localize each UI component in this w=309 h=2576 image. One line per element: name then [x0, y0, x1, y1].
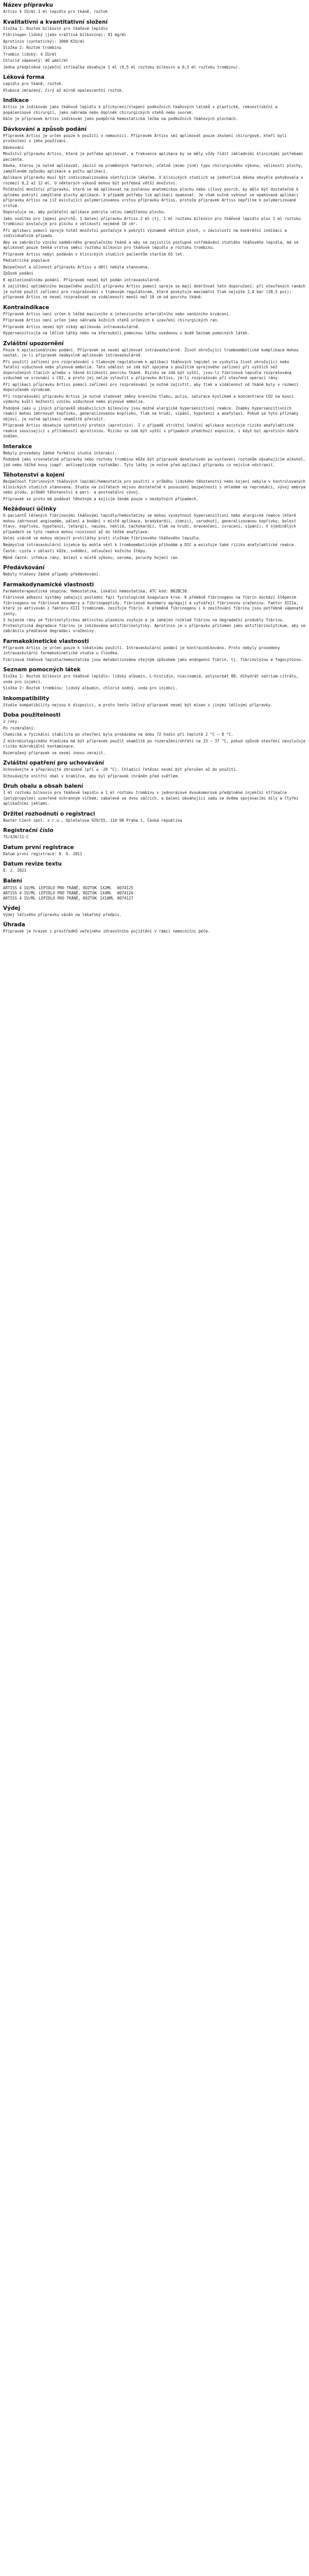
- section: [3, 97, 306, 122]
- section: [3, 811, 306, 824]
- section-paragraph: Přípravek Artiss je určen pouze k použití v nemocnici. Přípravek Artiss smí aplikovat pouze zkušení chirurgové, kteří byli proškoleni v jeho používání.: [3, 133, 289, 143]
- section: [3, 861, 306, 874]
- section-paragraph: Přípravek je hrazen z prostředků veřejného zdravotního pojištění v rámci nemocniční péče.: [3, 929, 210, 934]
- section-paragraph: Při aplikaci přípravku Artiss pomocí zařízení pro rozprašování je nutné zajistit, aby tlak a vzdálenost od tkáně byly v rozmezí doporučeném výrobcem.: [3, 382, 301, 392]
- section-paragraph: Fibrinová tkáňová lepidla/hemostatika jsou metabolizována stejným způsobem jako endogenní fibrin, tj. fibrinolýzou a fagocytózou.: [3, 657, 303, 662]
- section-heading: Předávkování: [3, 565, 45, 571]
- section-paragraph: Z mikrobiologického hlediska má být přípravek použit okamžitě po rozmražení/ohřátí na 33 – 37 °C, pokud způsob otevření nevylučuje riziko mikrobiální kontaminace.: [3, 738, 308, 749]
- section-paragraph: Rozmražený přípravek se nesmí znovu zmrazit.: [3, 750, 106, 755]
- section: [3, 905, 306, 918]
- package-code: 0074127: [117, 895, 133, 901]
- section-paragraph: 1 ml roztoku bílkovin pro tkáňové lepidlo a 1 ml roztoku trombinu v jednorázové dvoukomorové předplněné injekční stříkačce (polypropylen) uzavřené ochranným víčkem, zabalené ve dvou sáčcích, a balení obsahující sadu se dvěma spojovacími díly a čtyřmi aplikačními jehlami.: [3, 790, 301, 806]
- section-heading: Farmakokinetické vlastnosti: [3, 638, 89, 645]
- table-row: [3, 896, 136, 901]
- section-paragraph: Přípravek Artiss není určen jako náhrada kožních stehů určených k uzavření chirurgických ran.: [3, 318, 219, 323]
- package-name: ARTISS 4 IU/ML: [3, 895, 36, 901]
- section: [3, 922, 306, 935]
- section: [3, 444, 306, 468]
- section-paragraph: Složka 1: Roztok bílkovin pro tkáňové lepidlo: [3, 26, 108, 31]
- section-paragraph: Složka 1: Roztok bílkovin pro tkáňové lepidlo: lidský albumin, L-histidin, niacinamid, polysorbát 80, dihydrát natrium-citrátu, voda pro injekci.: [3, 674, 301, 684]
- section-paragraph: Pouze k epilezionálnímu podání. Přípravek se nesmí aplikovat intravaskulárně. Život ohrožující tromboembolické komplikace mohou nastat, je-li přípravek neúmyslně aplikován intravaskulárně.: [3, 347, 301, 358]
- section-heading: Název přípravku: [3, 2, 53, 8]
- package-form: LEPIDLO PRO TKÁNĚ, ROZTOK: [39, 895, 97, 901]
- package-size: 1X4ML: [100, 890, 112, 895]
- section-heading: Zvláštní opatření pro uchovávání: [3, 760, 104, 766]
- section-paragraph: Aby se zabránilo vzniku nadměrného granulačního tkáně a aby se zajistilo postupné vstřebávání ztuhlého tkáňového lepidla, má se aplikovat pouze tenká vrstva směsi roztoku bílkovin pro tkáňové lepidlo a roztoku trombinu.: [3, 240, 301, 250]
- section-paragraph: Nebyly provedeny žádné formální studie interakcí.: [3, 450, 117, 455]
- section-paragraph: Bezpečnost a účinnost přípravku Artiss u dětí nebyla stanovena.: [3, 264, 150, 269]
- section-heading: Balení: [3, 877, 22, 884]
- section-heading: Nežádoucí účinky: [3, 506, 57, 512]
- section-paragraph: S hojením rány se fibrinolytickou aktivitou plasminu zvyšuje a je zahájen rozklad fibrinu na degradační produkty fibrinu. Proteolytická degradace fibrinu je inhibována antifibrinolytiky. Aprotinin je v přípravku přítomen jako antifibrinolytikum, aby se zabránilo předčasné degradaci sraženiny.: [3, 618, 308, 633]
- section-paragraph: Množství přípravku Artiss, které je potřeba aplikovat, a frekvence aplikace by se měly vždy řídit základními klinickými potřebami pacienta.: [3, 151, 305, 162]
- section-paragraph: Přípravek se proto má podávat těhotným a kojícím ženám pouze v nezbytných případech.: [3, 496, 199, 501]
- section-paragraph: Při použití zařízení pro rozprašování s tlakovým regulátorem k aplikaci tkáňových lepidel se vyskytla život ohrožující nebo fatální vzduchová nebo plynová embolie. Tato událost se zdá být spojena s použitím sprejového zařízení při vyšších než doporučených tlacích a/nebo v těsné blízkosti povrchu tkáně. Riziko se zdá být vyšší, jsou-li fibrinová lepidla rozprašována vzduchem ve srovnání s CO2, a proto jej nelze vyloučit u přípravku Artiss, je-li rozprašován při otevřené operaci rány.: [3, 359, 294, 380]
- section-paragraph: Dávkování: [3, 145, 24, 150]
- section-paragraph: Způsob podání: [3, 271, 33, 276]
- package-table: [3, 886, 136, 901]
- section-paragraph: Jedna předplněná injekční stříkačka obsahuje 1 ml (0,5 ml roztoku bílkovin a 0,5 ml roztoku trombinu).: [3, 64, 241, 70]
- section-paragraph: Chemická a fyzikální stabilita po otevření byla prokázána na dobu 72 hodin při teplotě 2 °C – 8 °C.: [3, 732, 234, 737]
- section-heading: Farmakodynamické vlastnosti: [3, 581, 94, 588]
- section-paragraph: Přípravek Artiss nesmí být nikdy aplikován intravaskulárně.: [3, 324, 141, 329]
- section-paragraph: Chlorid vápenatý: 40 µmol/ml: [3, 58, 68, 63]
- section: [3, 760, 306, 779]
- section-paragraph: Počáteční množství přípravku, které se má aplikovat na zvolenou anatomickou plochu nebo cílový povrch, by mělo být dostatečné k úplnému pokrytí zamýšlené plochy aplikace. V případě potřeby lze aplikaci opakovat. Je však nutné vyhnout se opakované aplikaci přípravku Artiss na již existující polymerizovanou vrstvu přípravku Artiss, protože přípravek Artiss nepřilne k polymerizované vrstvě.: [3, 187, 301, 208]
- package-form: LEPIDLO PRO TKÁNĚ, ROZTOK: [39, 885, 97, 890]
- section-heading: Registrační číslo: [3, 827, 54, 834]
- section: [3, 472, 306, 502]
- section-paragraph: Aplikace přípravku musí být individualizována ošetřujícím lékařem. V klinických studiích se jednotlivá dávka obvykle pohybovala v rozmezí 0,2 až 12 ml. U některých výkonů mohou být potřebná větší množství.: [3, 175, 305, 185]
- section-paragraph: Velmi vzácně se mohou objevit protilátky proti složkám fibrinového tkáňového lepidla.: [3, 536, 201, 540]
- section-paragraph: Datum první registrace: 8. 6. 2011: [3, 851, 82, 856]
- section-heading: Indikace: [3, 97, 29, 104]
- section-paragraph: Přípravek Artiss je určen pouze k lokálnímu použití. Intravaskulární podání je kontraindikováno. Proto nebyly provedeny intravaskulární farmakokinetické studie u člověka.: [3, 645, 282, 655]
- section-paragraph: Méně časté: infekce rány, bolest v místě výkonu, seroma, poruchy hojení ran.: [3, 555, 180, 560]
- package-code: 0074126: [117, 890, 133, 895]
- section-heading: Inkompatibility: [3, 695, 49, 702]
- section-paragraph: 8. 2. 2023: [3, 868, 27, 873]
- document-page: [0, 0, 309, 941]
- section-paragraph: Dávka, kterou je nutné aplikovat, závisí na proměnných faktorech, včetně (mimo jiné) typu chirurgického výkonu, velikosti plochy, zamýšleném způsobu aplikace a počtu aplikací.: [3, 163, 305, 174]
- section-paragraph: Hypersenzitivita na léčivé látky nebo na kteroukoli pomocnou látku uvedenou v bodě Seznam pomocných látek.: [3, 331, 250, 335]
- package-form: LEPIDLO PRO TKÁNĚ, ROZTOK: [39, 890, 97, 895]
- section-heading: Výdej: [3, 905, 21, 911]
- section-paragraph: Přípravek Artiss nebyl podáván v klinických studiích pacientům starším 65 let.: [3, 251, 185, 257]
- section-paragraph: Jako vodítko pro lepení povrchů: 1 balení přípravku Artiss 2 ml (tj. 1 ml roztoku bílkovin pro tkáňové lepidlo plus 1 ml roztoku trombinu) postačuje pro plochu o velikosti nejméně 10 cm².: [3, 216, 303, 226]
- section-paragraph: Složka 2: Roztok trombinu: lidský albumin, chlorid sodný, voda pro injekci.: [3, 686, 178, 690]
- section-paragraph: K epilezionálnímu podání. Přípravek nesmí být podán intravaskulárně.: [3, 277, 162, 282]
- section: [3, 696, 306, 708]
- section: [3, 304, 306, 336]
- section-paragraph: Nebyly hlášeny žádné případy předávkování.: [3, 572, 101, 577]
- section-heading: Držitel rozhodnutí o registraci: [3, 810, 95, 817]
- section-heading: Zvláštní upozornění: [3, 340, 64, 347]
- section-paragraph: Lepidlo pro tkáně, roztok.: [3, 81, 64, 86]
- section-heading: Doba použitelnosti: [3, 712, 61, 718]
- section: [3, 506, 306, 561]
- section: [3, 878, 306, 901]
- section: [3, 712, 306, 756]
- section-paragraph: 75/430/11-C: [3, 835, 29, 839]
- section: [3, 2, 306, 15]
- table-row: [3, 891, 136, 896]
- section-heading: Kontraindikace: [3, 304, 49, 311]
- section-heading: Úhrada: [3, 922, 25, 928]
- section: [3, 565, 306, 578]
- section-paragraph: Pediatrická populace: [3, 258, 50, 263]
- section-paragraph: Artiss 4 IU/ml 1 ml lepidlo pro tkáně, roztok: [3, 9, 108, 14]
- section-paragraph: Artiss je indikován jako tkáňové lepidlo k přichycení/slepení podkožních tkáňových laloků v plastické, rekonstrukční a popáleninové chirurgii, jako náhrada nebo doplněk chirurgických stehů nebo svorek.: [3, 105, 280, 115]
- section-heading: Těhotenství a kojení: [3, 472, 65, 478]
- package-code: 0074125: [117, 885, 133, 890]
- section-paragraph: Fibrinogen lidský (jako srážlivá bílkovina): 91 mg/ml: [3, 32, 127, 37]
- section-heading: Dávkování a způsob podání: [3, 126, 87, 132]
- package-name: ARTISS 4 IU/ML: [3, 890, 36, 895]
- section: [3, 74, 306, 93]
- package-name: ARTISS 4 IU/ML: [3, 885, 36, 890]
- section: [3, 844, 306, 857]
- section-paragraph: Dále je přípravek Artiss indikován jako podpůrná hemostatická léčba na podkožních tkáňových plochách.: [3, 116, 238, 121]
- section: [3, 341, 306, 439]
- section-paragraph: Aprotinin (syntetický): 3000 KIU/ml: [3, 39, 85, 44]
- section: [3, 126, 306, 300]
- section: [3, 667, 306, 691]
- section-heading: Datum první registrace: [3, 844, 74, 851]
- section: [3, 582, 306, 634]
- section-paragraph: Výdej léčivého přípravku vázán na lékařský předpis.: [3, 912, 122, 917]
- section-heading: Kvalitativní a kvantitativní složení: [3, 19, 108, 25]
- section-paragraph: 2 roky.: [3, 719, 20, 724]
- section-paragraph: Hluboce zmrazený, čirý až mírně opalescentní roztok.: [3, 88, 124, 93]
- section-heading: Druh obalu a obsah balení: [3, 783, 83, 789]
- section-paragraph: Farmakoterapeutická skupina: Hemostatika, Lokální hemostatika, ATC kód: B02BC30.: [3, 588, 190, 594]
- table-row: [3, 886, 136, 891]
- section-paragraph: Podobně jako u jiných přípravků obsahujících bílkoviny jsou možné alergické hypersenzitivní reakce. Známky hypersenzitivních reakcí mohou zahrnovat kopřivku, generalizovanou kopřivku, tlak na hrudi, sípání, hypotenzi a anafylaxi. Pokud se tyto příznaky objeví, je nutné aplikaci okamžitě přerušit.: [3, 405, 301, 421]
- section-paragraph: Při rozprašování přípravku Artiss je nutné sledovat změny krevního tlaku, pulzu, saturace kyslíkem a koncentrace CO2 na konci výdechu kvůli možnosti vzniku vzduchové nebo plynové embolie.: [3, 394, 296, 404]
- section-heading: Datum revize textu: [3, 861, 62, 867]
- section-paragraph: Doporučuje se, aby počáteční aplikace pokryla celou zamýšlenou plochu.: [3, 210, 166, 214]
- section-paragraph: Přípravek Artiss obsahuje syntetický protein (aprotinin). I v případě striktní lokální aplikace existuje riziko anafylaktické reakce související s přítomností aprotininu. Riziko se zdá být vyšší v případech předchozí expozice, i když byl aprotinin dobře snášen.: [3, 423, 301, 438]
- section-paragraph: Časté: cysta v oblasti kůže, svědění, odloučení kožního štěpu.: [3, 549, 147, 553]
- section-heading: Interakce: [3, 443, 32, 450]
- section-paragraph: Fibrinové adhezní systémy zahajují poslední fázi fyziologické koagulace krve. K přeměně fibrinogenu na fibrin dochází štěpením fibrinogenu na fibrinové monomery a fibrinopeptidy. Fibrinové monomery agregují a vytvářejí fibrinovou sraženinu. Faktor XIIIa, který je aktivován z faktoru XIII trombinem, zesíťuje fibrin. K přeměně fibrinogenu i k zesíťování fibrinu jsou potřebné vápenaté ionty.: [3, 595, 305, 616]
- section: [3, 783, 306, 807]
- section-paragraph: Bezpečnost fibrinových tkáňových lepidel/hemostatik pro použití v průběhu lidského těhotenství nebo kojení nebyla v kontrolovaných klinických studiích stanovena. Studie na zvířatech nejsou dostatečné k posouzení bezpečnosti s ohledem na reprodukci, vývoj embrya nebo plodu, průběh těhotenství a peri- a postnatální vývoj.: [3, 479, 308, 495]
- section: [3, 827, 306, 840]
- section-paragraph: Baxter Czech spol. s r.o., Opletalova 929/55, 110 00 Praha 1, Česká republika: [3, 818, 182, 823]
- section-paragraph: Neúmyslná intravaskulární injekce by mohla vést k tromboembolickým příhodám a DIC a existuje také riziko anafylaktické reakce.: [3, 542, 296, 547]
- section-paragraph: Podobně jako srovnatelné přípravky nebo roztoky trombinu může být přípravek denaturován po vystavení roztokům obsahujícím alkohol, jód nebo těžké kovy (např. antiseptickým roztokům). Tyto látky je nutné před aplikací přípravku co nejvíce odstranit.: [3, 457, 308, 467]
- section-paragraph: Uchovávejte vnitřní obal v krabičce, aby byl přípravek chráněn před světlem.: [3, 773, 180, 778]
- section-paragraph: Trombin lidský: 4 IU/ml: [3, 52, 57, 57]
- section-paragraph: K zajištění optimálního bezpečného použití přípravku Artiss pomocí spreje se mají dodržovat tato doporučení: při otevřených ranách je nutné použít zařízení pro rozprašování s tlakovým regulátorem, které poskytuje maximální tlak nejvýše 2,0 bar (28,5 psi); přípravek Artiss se nesmí rozprašovat ve vzdálenosti menší než 10 cm od povrchu tkáně.: [3, 284, 308, 299]
- section-paragraph: Složka 2: Roztok trombinu: [3, 45, 61, 50]
- package-size: 1X2ML: [100, 885, 112, 890]
- section-paragraph: Uchovávejte a přepravujte zmrazené (při ≤ -20 °C). Chladicí řetězec nesmí být přerušen až do použití.: [3, 767, 238, 772]
- section-paragraph: Po rozmražení:: [3, 725, 36, 731]
- section-heading: Seznam pomocných látek: [3, 667, 81, 673]
- section: [3, 19, 306, 71]
- section-paragraph: Studie kompatibility nejsou k dispozici, a proto tento léčivý přípravek nesmí být mísen s jinými léčivými přípravky.: [3, 702, 273, 707]
- section-paragraph: Přípravek Artiss není určen k léčbě masivního a intenzivního arteriálního nebo venózního krvácení.: [3, 311, 231, 316]
- section-paragraph: Při aplikaci pomocí spreje totéž množství postačuje k pokrytí významně větších ploch, v závislosti na konkrétní indikaci a individuálním případu.: [3, 228, 289, 238]
- package-size: 1X10ML: [100, 895, 114, 901]
- section-heading: Léková forma: [3, 74, 45, 80]
- section: [3, 638, 306, 663]
- section-paragraph: U pacientů léčených fibrinovými tkáňovými lepidly/hemostatiky se mohou vyskytnout hypersenzitivní nebo alergické reakce (které mohou zahrnovat angioedém, pálení a bodání v místě aplikace, bradykardii, zimnici, zarudnutí, generalizovanou kopřivku, bolest hlavy, kopřivku, hypotenzi, letargii, nauzeu, neklid, tachykardii, tlak na hrudi, mravenčení, zvracení, sípání). V ojedinělých případech se tyto reakce mohou rozvinout až do těžké anafylaxe.: [3, 513, 299, 534]
